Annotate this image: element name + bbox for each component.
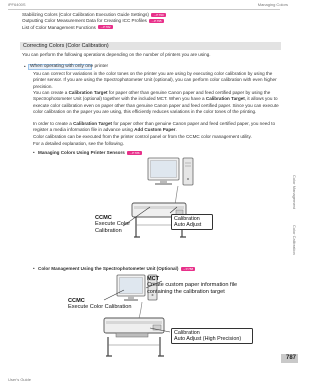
paragraph-5: For a detailed explanation, see the following. (33, 141, 124, 146)
chapter-sidebar (286, 0, 300, 388)
header-right: Managing Colors (257, 2, 288, 7)
printer-icon (104, 318, 164, 356)
text: for paper other than genuine Canon paper and feed certified paper by using the Spectrophotometer Unit (optional) together with the included MCT. When you have a (33, 90, 271, 102)
sub-item-label: Color Management Using the Spectrophotometer Unit (Optional) (38, 266, 179, 271)
page-ref-tag[interactable]: →P.782 (100, 25, 111, 30)
box-text: Calibration (174, 216, 200, 222)
mct-text: Create custom paper information file (147, 282, 238, 289)
sidebar-tab-color-calibration[interactable]: Color Calibration (292, 225, 297, 255)
link-text[interactable]: Stabilizing Colors (Color Calibration Execution Guide Settings) (22, 12, 149, 17)
mct-text: containing the calibration target (147, 288, 225, 295)
text: You can create a (33, 90, 69, 95)
bullet-dot: • (33, 150, 35, 155)
page-ref-tag[interactable]: →P.795 (151, 19, 162, 23)
paragraph-1: You can correct for variations in the color tones on the printer you are using by executing color calibration by using the printer sensor. If you are using the Spectrophotometer Unit (optional), you can perform color calibration with even higher precision. (33, 71, 277, 89)
text: for paper other than genuine Canon paper and feed certified paper, you need to register a media information file in advance using (33, 121, 276, 133)
ccmc-text: Execute Color Calibration (68, 304, 132, 311)
sub-item-label: Managing Colors Using Printer Sensors (38, 150, 125, 155)
bullet-one-printer: When operating with only one printer (30, 64, 109, 69)
bold-text: Calibration Target (205, 96, 245, 102)
box-text: Auto Adjust (174, 222, 202, 229)
section-title: Correcting Colors (Color Calibration) (23, 43, 109, 50)
bold-text: Calibration Target (73, 121, 113, 126)
page-ref-tag[interactable]: →P.788 (182, 266, 194, 271)
text: . (175, 127, 177, 133)
calibration-box-2 (171, 328, 253, 344)
text: , it allows you to execute color calibration even on paper other than genuine Canon paper and feed certified paper. Since you can execute color calibration on the paper you are using, this efficiently reduces variations in the color tones of the printing. (33, 96, 279, 114)
spectrophotometer-unit (116, 333, 148, 337)
page-ref-tag[interactable]: →P.790 (153, 12, 164, 17)
bold-text: Calibration Target (68, 90, 108, 95)
ccmc-text: Execute Color (95, 221, 131, 228)
box-text: Auto Adjust (High Precision) (174, 336, 242, 343)
ccmc-callout-2 (68, 298, 131, 311)
ccmc-text: Calibration (95, 227, 122, 234)
link-text[interactable]: List of Color Management Functions (22, 24, 96, 30)
page-number: 787 (285, 354, 296, 361)
ccmc-title: CCMC (95, 215, 112, 221)
box-text: Calibration (174, 330, 200, 336)
mct-callout (147, 276, 272, 295)
mct-title: MCT (147, 276, 160, 282)
ccmc-title: CCMC (68, 298, 85, 304)
bullet-dot: • (24, 64, 26, 69)
footer-text: User's Guide (8, 377, 31, 382)
sidebar-tab-color-management[interactable]: Color Management (292, 175, 297, 210)
intro-text: You can perform the following operations depending on the number of printers you are using. (22, 52, 211, 57)
text: In order to create a (33, 121, 74, 126)
bold-text: Add Custom Paper (134, 127, 176, 133)
bullet-dot: • (33, 266, 35, 271)
link-text[interactable]: Outputting Color Measurement Data for Creating ICC Profiles (22, 18, 147, 24)
page-ref-tag[interactable]: →P.786 (129, 150, 140, 155)
header-left: iPF6400S (8, 2, 26, 7)
paragraph-4: Color calibration can be executed from the printer control panel or from the CCMC color management utility. (33, 134, 252, 139)
